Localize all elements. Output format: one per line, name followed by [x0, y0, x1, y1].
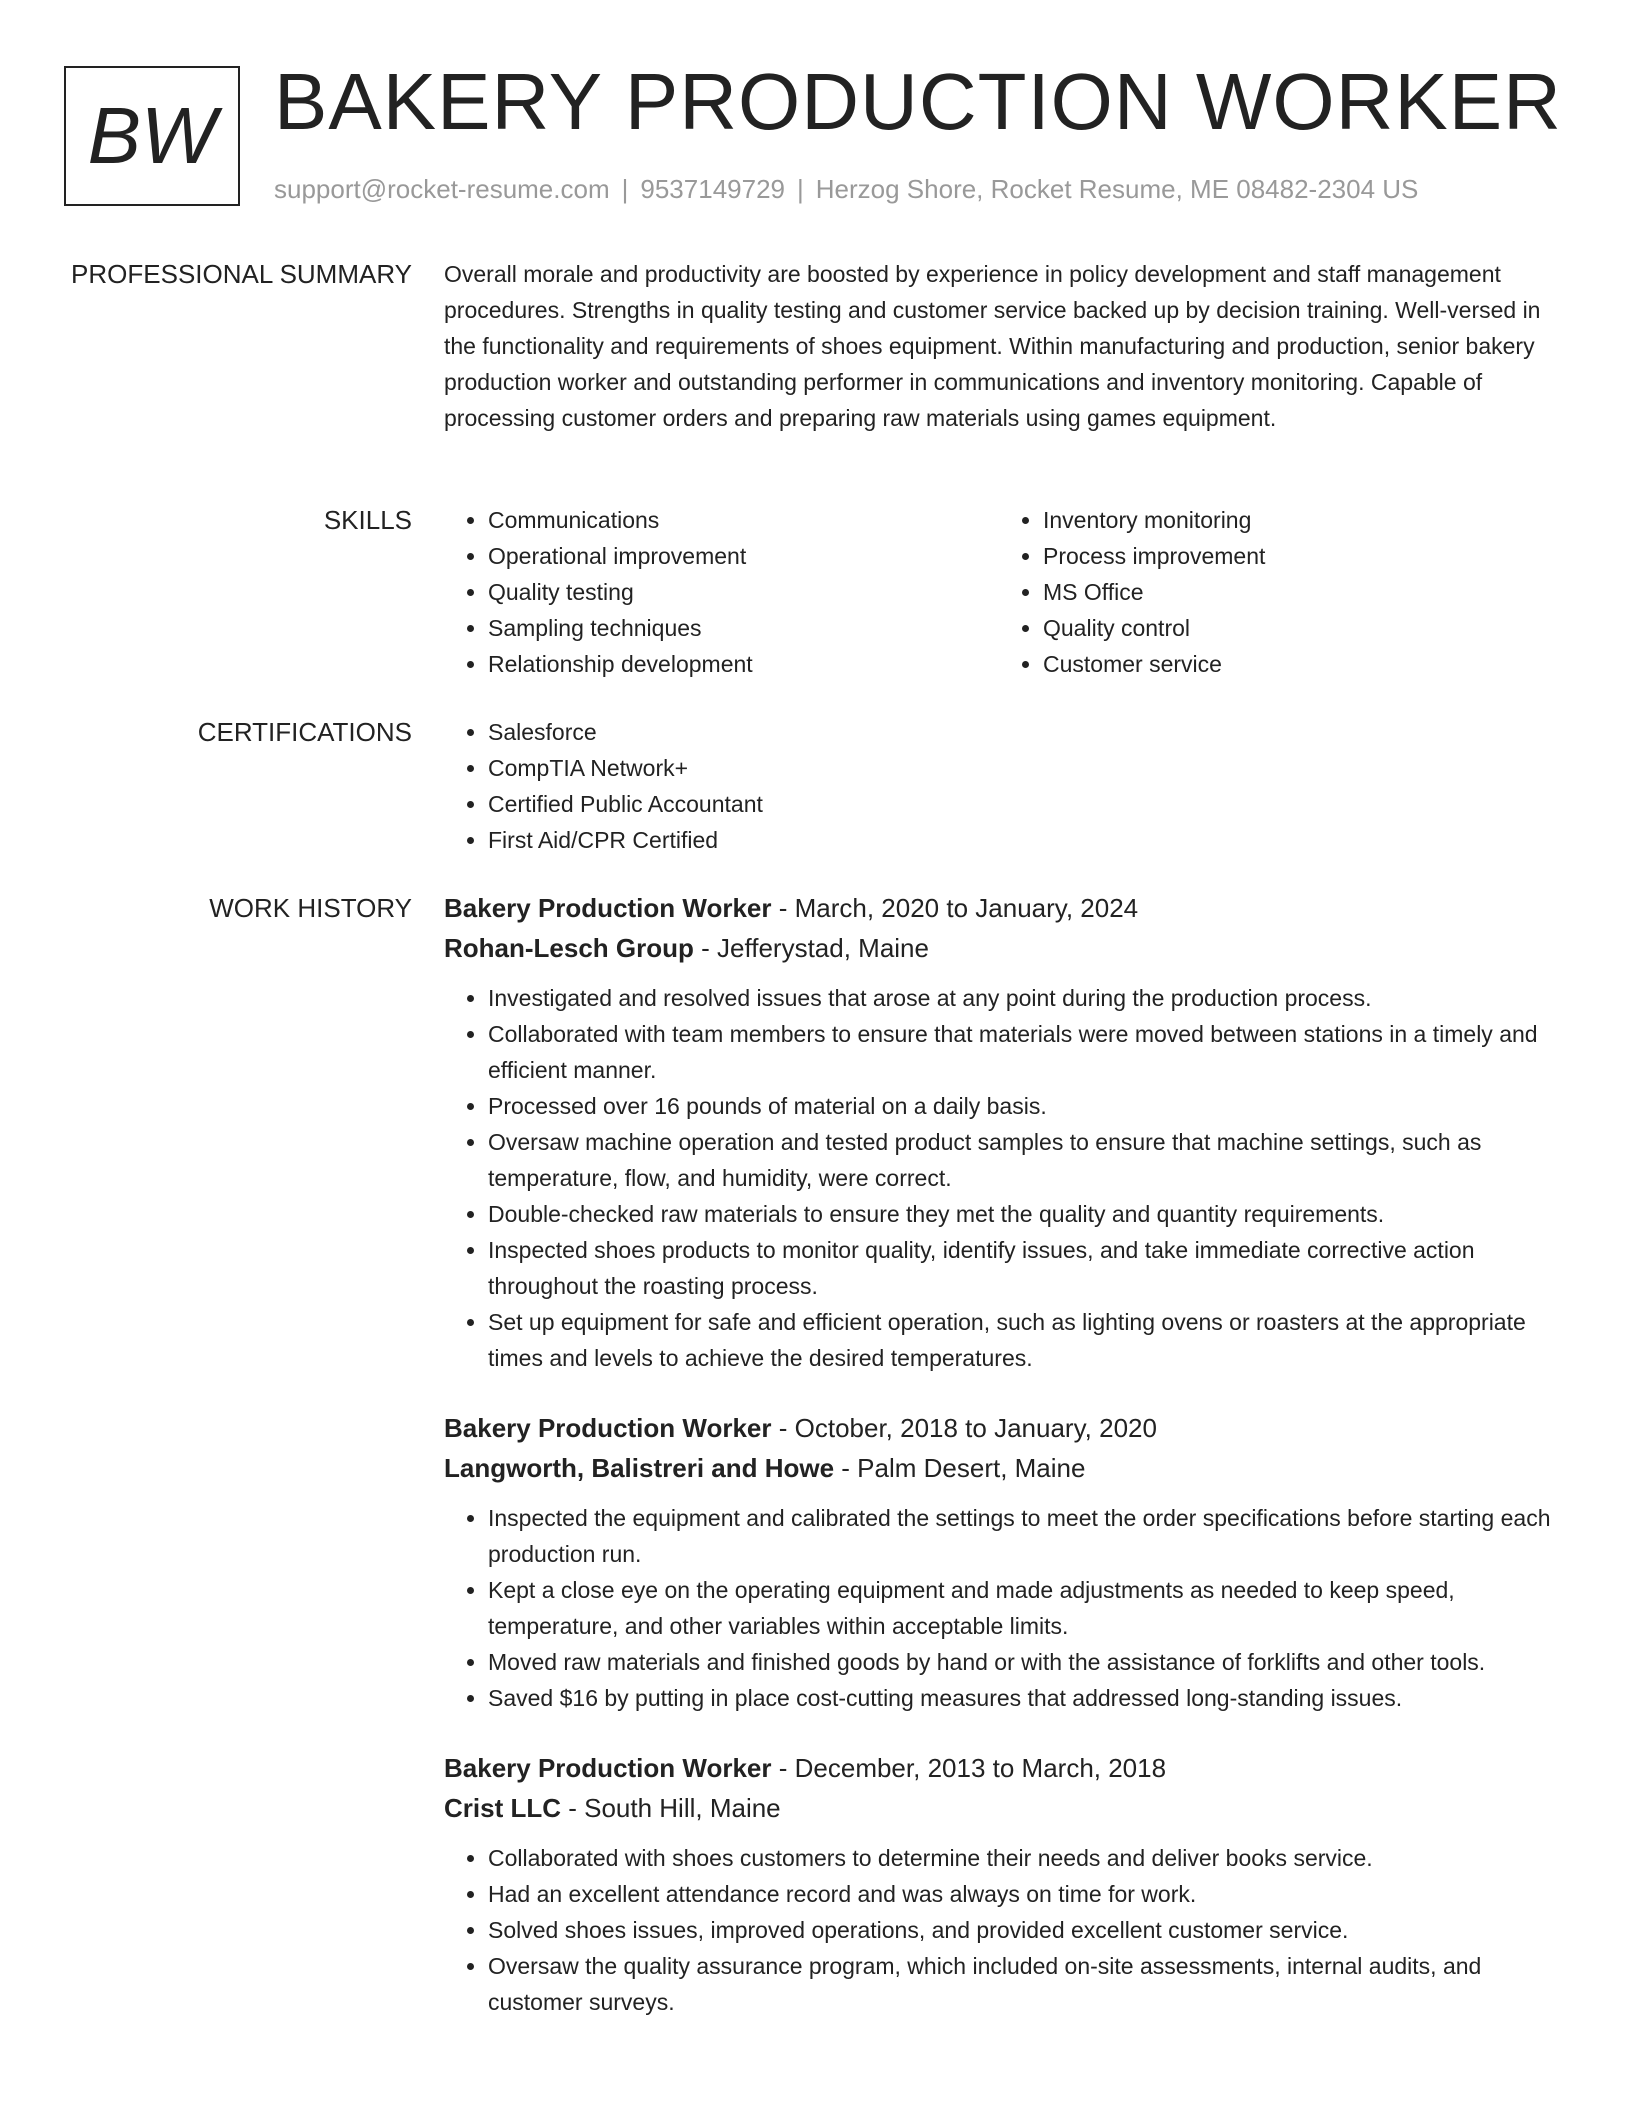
list-item: • Salesforce — [488, 714, 1554, 750]
job-entry — [444, 1408, 1554, 1716]
skills-list-right — [999, 502, 1554, 682]
list-item: • Set up equipment for safe and efficient operation, such as lighting ovens or roasters at the appropriate times and levels to achieve the desired temperatures. — [488, 1304, 1554, 1376]
list-item: • Oversaw machine operation and tested product samples to ensure that machine settings, such as temperature, flow, and humidity, were correct. — [488, 1124, 1554, 1196]
list-item: • Relationship development — [488, 646, 999, 682]
skills-heading: SKILLS — [323, 505, 412, 535]
job-title: Bakery Production Worker — [444, 1413, 772, 1443]
work-history-heading: WORK HISTORY — [209, 893, 412, 923]
job-bullets — [444, 980, 1554, 1376]
summary-heading: PROFESSIONAL SUMMARY — [71, 259, 412, 289]
job-dates: - March, 2020 to January, 2024 — [771, 893, 1139, 923]
list-item: • MS Office — [1043, 574, 1554, 610]
contact-separator: | — [621, 174, 629, 204]
list-item: • Kept a close eye on the operating equipment and made adjustments as needed to keep speed, temperature, and other variables within acceptable limits. — [488, 1572, 1554, 1644]
work-history-body — [444, 888, 1554, 2052]
job-entry — [444, 888, 1554, 1376]
job-dates: - December, 2013 to March, 2018 — [771, 1753, 1167, 1783]
monogram-initials: BW — [87, 91, 217, 180]
contact-line — [274, 174, 1418, 205]
job-company-line — [444, 1448, 1554, 1488]
list-item: • Inspected shoes products to monitor quality, identify issues, and take immediate corrective action throughout the roasting process. — [488, 1232, 1554, 1304]
certifications-body — [444, 714, 1554, 858]
summary-text: Overall morale and productivity are boosted by experience in policy development and staff management procedures. Strengths in quality testing and customer service backed up by decision training. Well-versed in the functionality and requirements of shoes equipment. Within manufacturing and production, senior bakery production worker and outstanding performer in communications and inventory monitoring. Capable of processing customer orders and preparing raw materials using games equipment. — [444, 261, 1541, 431]
job-title-line — [444, 1748, 1554, 1788]
list-item: • Quality testing — [488, 574, 999, 610]
list-item: • Process improvement — [1043, 538, 1554, 574]
list-item: • Collaborated with shoes customers to determine their needs and deliver books service. — [488, 1840, 1554, 1876]
job-company: Crist LLC — [444, 1793, 561, 1823]
list-item: • First Aid/CPR Certified — [488, 822, 1554, 858]
job-dates: - October, 2018 to January, 2020 — [771, 1413, 1157, 1443]
list-item: • Quality control — [1043, 610, 1554, 646]
job-location: - Jefferystad, Maine — [693, 933, 929, 963]
job-bullets — [444, 1840, 1554, 2020]
list-item: • Had an excellent attendance record and was always on time for work. — [488, 1876, 1554, 1912]
contact-email: support@rocket-resume.com — [274, 174, 610, 204]
summary-body — [444, 256, 1554, 436]
job-title: Bakery Production Worker — [444, 1753, 772, 1783]
list-item: • Sampling techniques — [488, 610, 999, 646]
list-item: • Customer service — [1043, 646, 1554, 682]
list-item: • Oversaw the quality assurance program, which included on-site assessments, internal audits, and customer surveys. — [488, 1948, 1554, 2020]
job-location: - South Hill, Maine — [561, 1793, 781, 1823]
job-entry — [444, 1748, 1554, 2020]
job-bullets — [444, 1500, 1554, 1716]
certifications-heading: CERTIFICATIONS — [197, 717, 412, 747]
list-item: • Certified Public Accountant — [488, 786, 1554, 822]
job-title-line — [444, 888, 1554, 928]
list-item: • Collaborated with team members to ensure that materials were moved between stations in a timely and efficient manner. — [488, 1016, 1554, 1088]
list-item: • Moved raw materials and finished goods by hand or with the assistance of forklifts and other tools. — [488, 1644, 1554, 1680]
job-company: Rohan-Lesch Group — [444, 933, 694, 963]
job-title: Bakery Production Worker — [444, 893, 772, 923]
contact-phone: 9537149729 — [640, 174, 785, 204]
contact-separator: | — [797, 174, 804, 204]
list-item: • Double-checked raw materials to ensure they met the quality and quantity requirements. — [488, 1196, 1554, 1232]
list-item: • Inspected the equipment and calibrated the settings to meet the order specifications before starting each production run. — [488, 1500, 1554, 1572]
skills-list-left — [444, 502, 999, 682]
resume-title: BAKERY PRODUCTION WORKER — [274, 57, 1562, 146]
job-company-line — [444, 1788, 1554, 1828]
job-title-line — [444, 1408, 1554, 1448]
list-item: • Saved $16 by putting in place cost-cutting measures that addressed long-standing issues. — [488, 1680, 1554, 1716]
list-item: • Solved shoes issues, improved operations, and provided excellent customer service. — [488, 1912, 1554, 1948]
contact-address: Herzog Shore, Rocket Resume, ME 08482-2304 US — [815, 174, 1419, 204]
list-item: • Communications — [488, 502, 999, 538]
job-location: - Palm Desert, Maine — [834, 1453, 1086, 1483]
list-item: • Processed over 16 pounds of material on a daily basis. — [488, 1088, 1554, 1124]
monogram-badge — [64, 66, 240, 206]
certifications-list — [444, 714, 1554, 858]
job-company-line — [444, 928, 1554, 968]
list-item: • Investigated and resolved issues that arose at any point during the production process. — [488, 980, 1554, 1016]
list-item: • CompTIA Network+ — [488, 750, 1554, 786]
list-item: • Operational improvement — [488, 538, 999, 574]
skills-body — [444, 502, 1554, 682]
job-company: Langworth, Balistreri and Howe — [444, 1453, 835, 1483]
list-item: • Inventory monitoring — [1043, 502, 1554, 538]
